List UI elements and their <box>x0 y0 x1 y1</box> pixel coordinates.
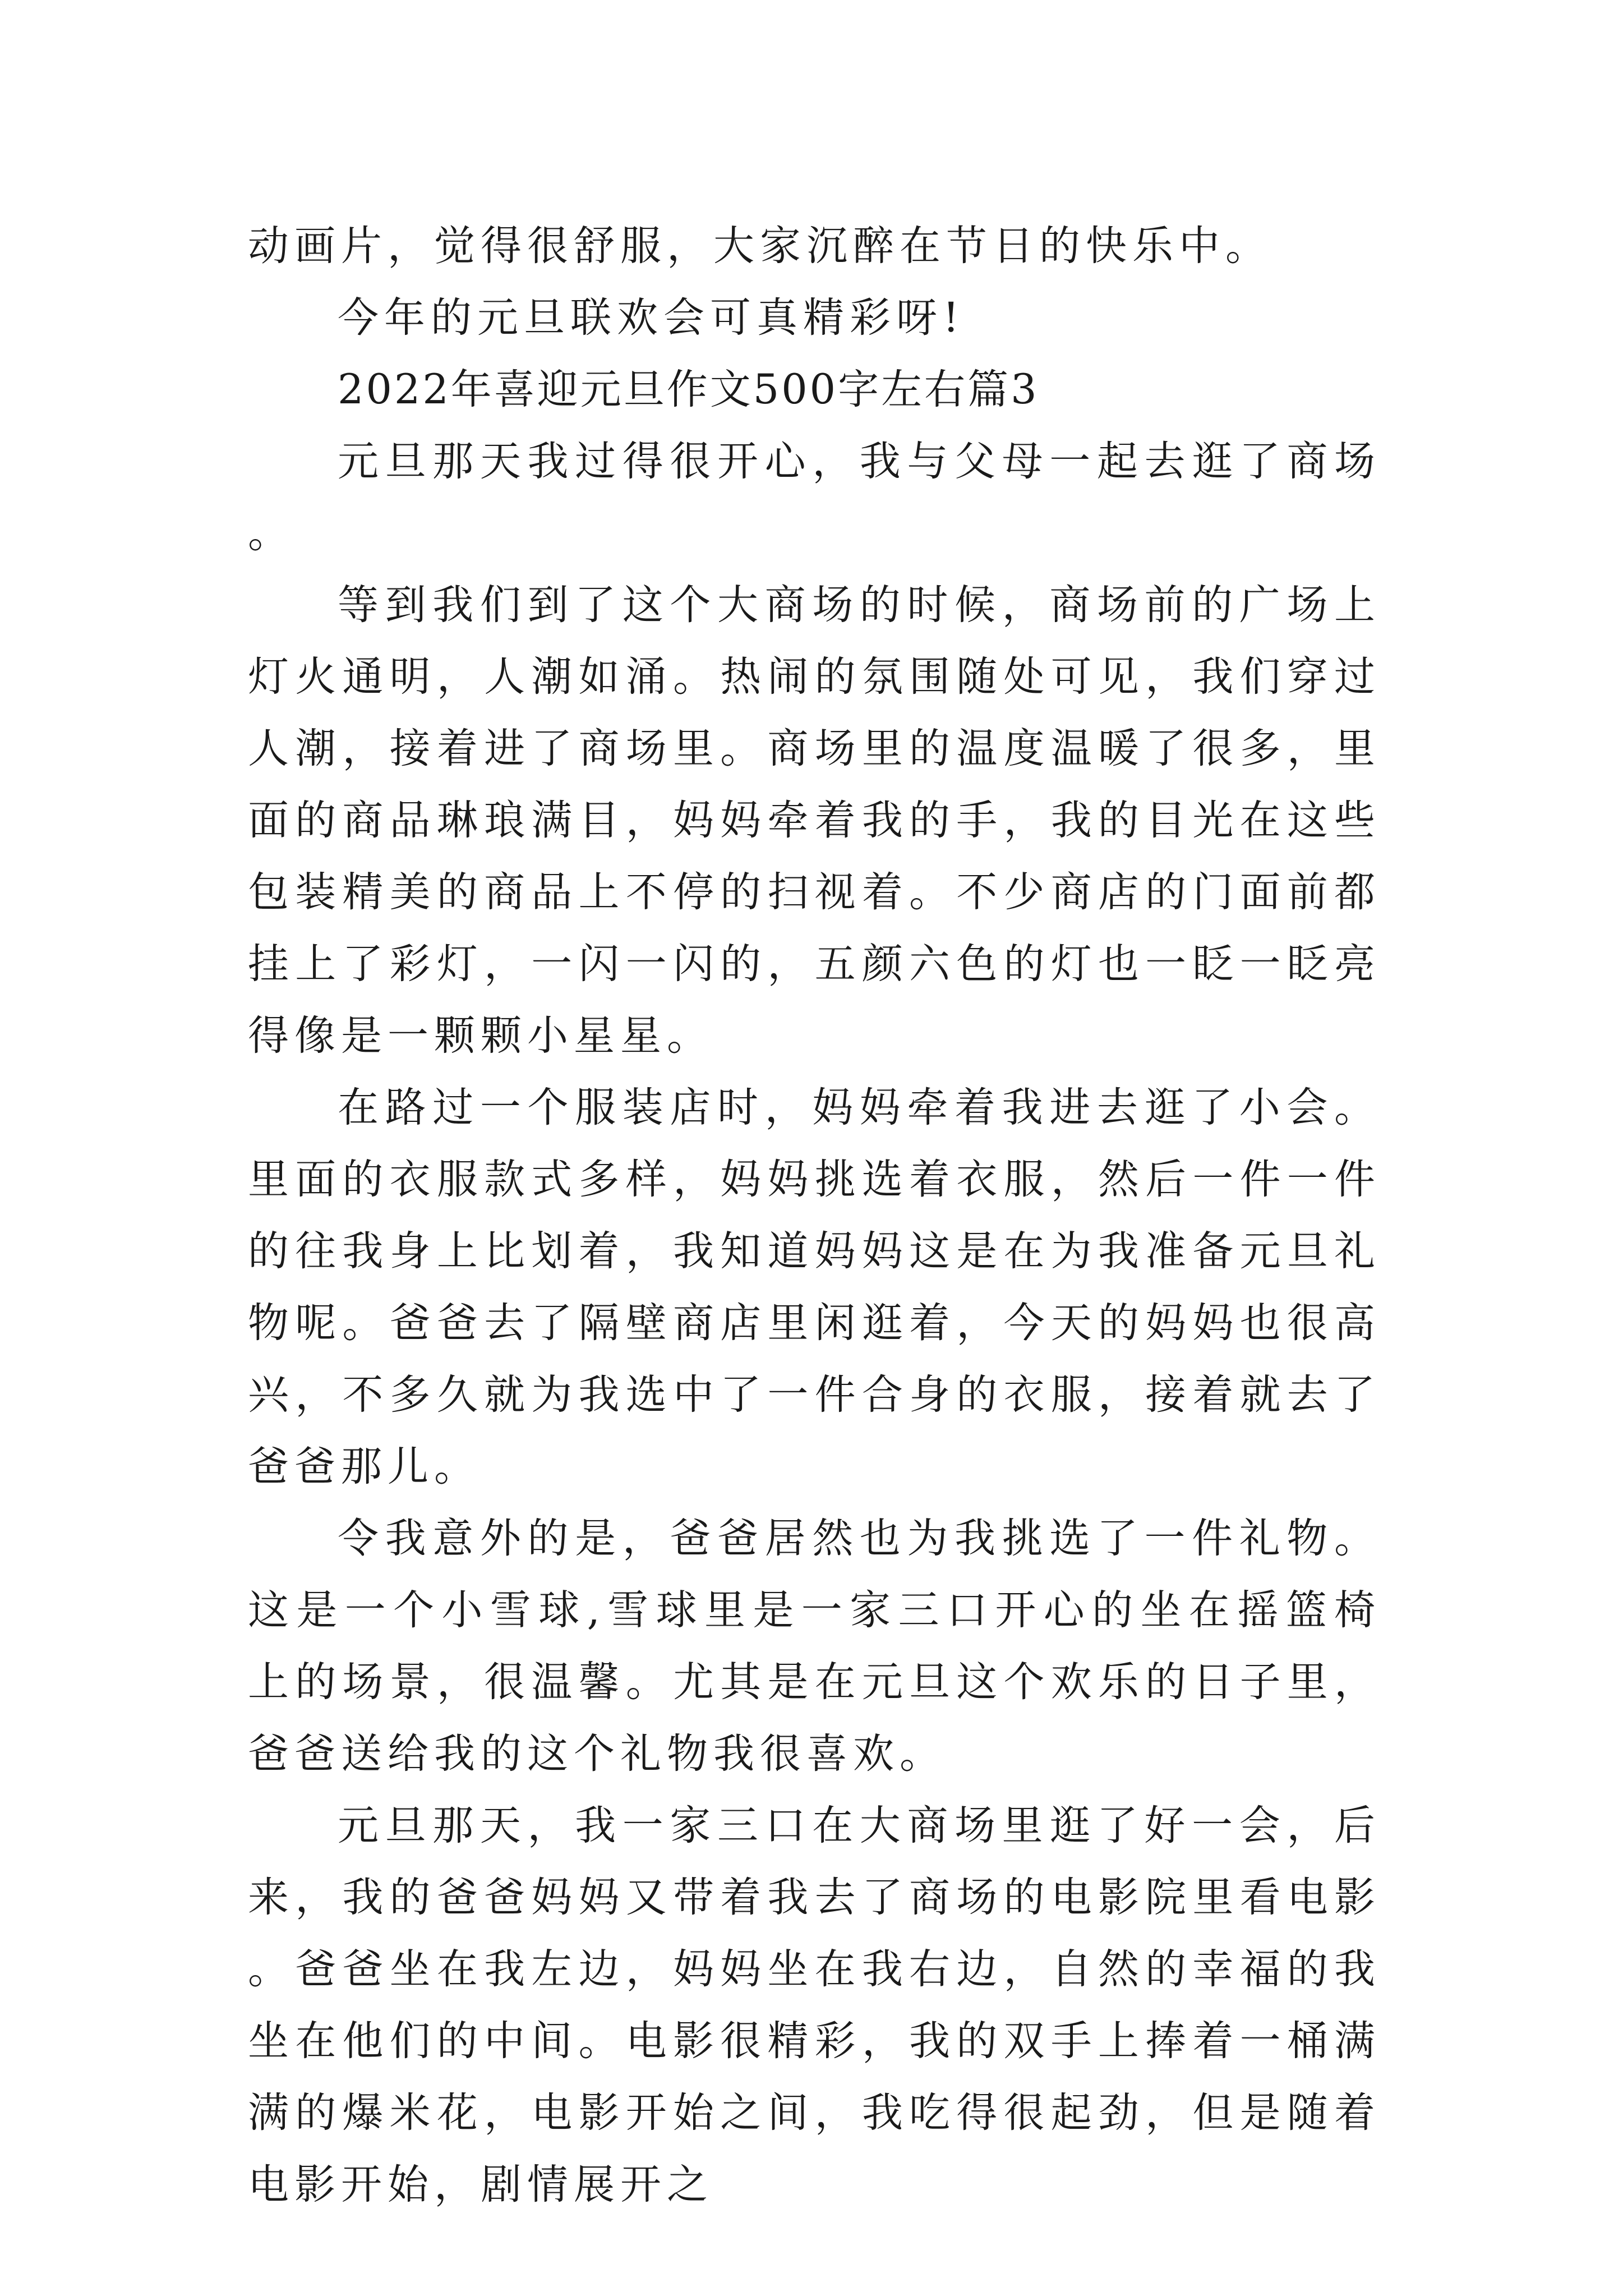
paragraph-1: 动画片，觉得很舒服，大家沉醉在节日的快乐中。 <box>248 222 1272 270</box>
paragraph-7: 元旦那天，我一家三口在大商场里逛了好一会，后来，我的爸爸妈妈又带着我去了商场的电影院里看电影。爸爸坐在我左边，妈妈坐在我右边，自然的幸福的我坐在他们的中间。电影很精彩，我的双手上捧着一桶满满的爆米花，电影开始之间，我吃得很起劲，但是随着电影开始，剧情展开之 <box>248 1802 1381 2208</box>
paragraph-4: 等到我们到了这个大商场的时候，商场前的广场上灯火通明，人潮如涌。热闹的氛围随处可见，我们穿过人潮，接着进了商场里。商场里的温度温暖了很多，里面的商品琳琅满目，妈妈牵着我的手，我的目光在这些包装精美的商品上不停的扫视着。不少商店的门面前都挂上了彩灯，一闪一闪的，五颜六色的灯也一眨一眨亮得像是一颗颗小星星。 <box>248 581 1381 1060</box>
paragraph-3: 元旦那天我过得很开心，我与父母一起去逛了商场。 <box>248 438 1381 557</box>
paragraph-2: 今年的元旦联欢会可真精彩呀! <box>338 294 965 342</box>
paragraph-5: 在路过一个服装店时，妈妈牵着我进去逛了小会。里面的衣服款式多样，妈妈挑选着衣服，然后一件一件的往我身上比划着，我知道妈妈这是在为我准备元旦礼物呢。爸爸去了隔壁商店里闲逛着，今天的妈妈也很高兴，不多久就为我选中了一件合身的衣服，接着就去了爸爸那儿。 <box>248 1084 1381 1490</box>
document-body <box>248 210 1381 2221</box>
section-heading: 2022年喜迎元旦作文500字左右篇3 <box>338 366 1039 413</box>
paragraph-6: 令我意外的是，爸爸居然也为我挑选了一件礼物。这是一个小雪球,雪球里是一家三口开心的坐在摇篮椅上的场景，很温馨。尤其是在元旦这个欢乐的日子里，爸爸送给我的这个礼物我很喜欢。 <box>248 1515 1381 1778</box>
